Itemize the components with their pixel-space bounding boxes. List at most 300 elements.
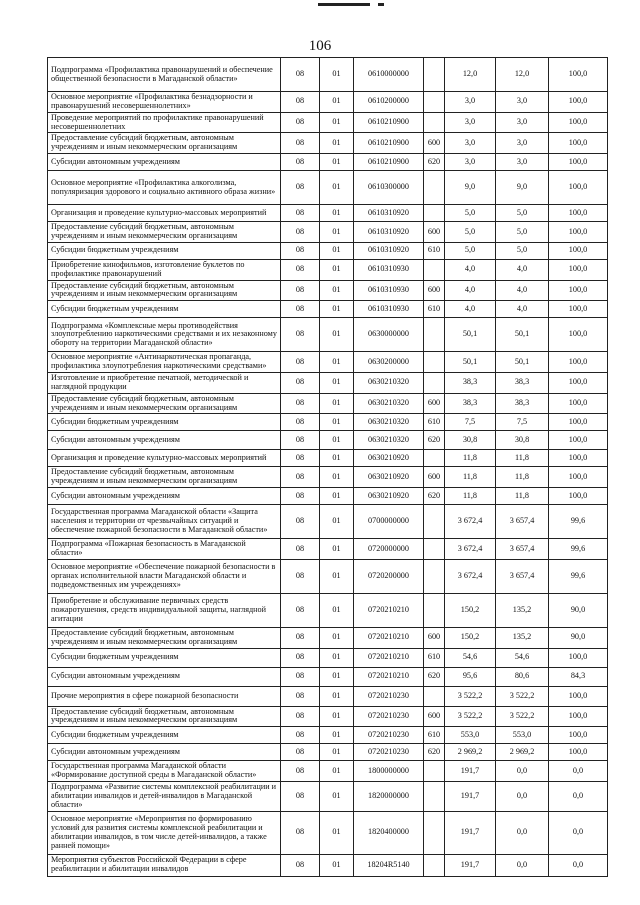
execution-percent: 100,0 (549, 222, 608, 243)
executed-amount: 4,0 (496, 301, 549, 318)
target-article-code: 18204R5140 (354, 854, 424, 876)
expense-type-code: 620 (424, 431, 445, 450)
planned-amount: 11,8 (445, 450, 496, 467)
target-article-code: 0610310920 (354, 242, 424, 259)
table-row (48, 112, 608, 133)
subsection-code: 01 (320, 505, 354, 539)
executed-amount: 11,8 (496, 488, 549, 505)
row-name: Основное мероприятие «Мероприятия по формированию условий для развития системы комплексной реабилитации и абилитации инвалидов, в том числе детей-инвалидов, а также ранней помощи» (48, 811, 281, 854)
executed-amount: 3,0 (496, 112, 549, 133)
row-name: Организация и проведение культурно-массовых мероприятий (48, 205, 281, 222)
executed-amount: 3 657,4 (496, 539, 549, 560)
execution-percent: 99,6 (549, 505, 608, 539)
target-article-code: 0630210920 (354, 467, 424, 488)
execution-percent: 100,0 (549, 450, 608, 467)
subsection-code: 01 (320, 593, 354, 627)
executed-amount: 0,0 (496, 811, 549, 854)
execution-percent: 100,0 (549, 154, 608, 171)
executed-amount: 38,3 (496, 373, 549, 394)
target-article-code: 0630000000 (354, 318, 424, 352)
execution-percent: 90,0 (549, 593, 608, 627)
row-name: Подпрограмма «Комплексные меры противодействия злоупотреблению наркотическими средствами и их незаконному обороту на территории Магаданской области» (48, 318, 281, 352)
executed-amount: 12,0 (496, 58, 549, 92)
target-article-code: 0630210920 (354, 450, 424, 467)
executed-amount: 0,0 (496, 761, 549, 782)
section-code: 08 (281, 352, 320, 373)
target-article-code: 1820400000 (354, 811, 424, 854)
row-name: Проведение мероприятий по профилактике правонарушений несовершеннолетних (48, 112, 281, 133)
execution-percent: 0,0 (549, 761, 608, 782)
section-code: 08 (281, 58, 320, 92)
subsection-code: 01 (320, 222, 354, 243)
row-name: Субсидии бюджетным учреждениям (48, 414, 281, 431)
section-code: 08 (281, 648, 320, 667)
subsection-code: 01 (320, 259, 354, 280)
executed-amount: 5,0 (496, 242, 549, 259)
expense-type-code (424, 505, 445, 539)
table-row (48, 559, 608, 593)
row-name: Предоставление субсидий бюджетным, автономным учреждениям и иным некоммерческим организациям (48, 133, 281, 154)
planned-amount: 4,0 (445, 259, 496, 280)
execution-percent: 100,0 (549, 280, 608, 301)
section-code: 08 (281, 706, 320, 727)
subsection-code: 01 (320, 301, 354, 318)
table-row (48, 205, 608, 222)
planned-amount: 30,8 (445, 431, 496, 450)
planned-amount: 5,0 (445, 205, 496, 222)
execution-percent: 100,0 (549, 686, 608, 706)
planned-amount: 3,0 (445, 133, 496, 154)
executed-amount: 3,0 (496, 154, 549, 171)
execution-percent: 100,0 (549, 112, 608, 133)
target-article-code: 0720210210 (354, 648, 424, 667)
execution-percent: 99,6 (549, 559, 608, 593)
target-article-code: 0630210920 (354, 488, 424, 505)
table-row (48, 58, 608, 92)
row-name: Основное мероприятие «Антинаркотическая пропаганда, профилактика злоупотребления наркотическими средствами» (48, 352, 281, 373)
execution-percent: 0,0 (549, 854, 608, 876)
section-code: 08 (281, 318, 320, 352)
execution-percent: 99,6 (549, 539, 608, 560)
table-row (48, 431, 608, 450)
subsection-code: 01 (320, 352, 354, 373)
planned-amount: 7,5 (445, 414, 496, 431)
subsection-code: 01 (320, 686, 354, 706)
expense-type-code (424, 92, 445, 113)
table-body (48, 58, 608, 877)
section-code: 08 (281, 744, 320, 761)
subsection-code: 01 (320, 431, 354, 450)
row-name: Государственная программа Магаданской области «Защита населения и территории от чрезвычайных ситуаций и обеспечение пожарной безопасности в Магаданской области» (48, 505, 281, 539)
planned-amount: 11,8 (445, 467, 496, 488)
section-code: 08 (281, 242, 320, 259)
table-row (48, 450, 608, 467)
target-article-code: 0610200000 (354, 92, 424, 113)
executed-amount: 3 522,2 (496, 686, 549, 706)
expense-type-code (424, 205, 445, 222)
target-article-code: 0610310920 (354, 222, 424, 243)
subsection-code: 01 (320, 744, 354, 761)
planned-amount: 191,7 (445, 761, 496, 782)
planned-amount: 3,0 (445, 92, 496, 113)
row-name: Субсидии автономным учреждениям (48, 488, 281, 505)
planned-amount: 191,7 (445, 782, 496, 812)
expense-type-code: 600 (424, 393, 445, 414)
page-number: 106 (308, 38, 332, 54)
executed-amount: 11,8 (496, 450, 549, 467)
expense-type-code (424, 373, 445, 394)
table-row (48, 761, 608, 782)
row-name: Предоставление субсидий бюджетным, автономным учреждениям и иным некоммерческим организациям (48, 393, 281, 414)
table-row (48, 811, 608, 854)
expense-type-code (424, 58, 445, 92)
target-article-code: 0610310930 (354, 259, 424, 280)
section-code: 08 (281, 782, 320, 812)
planned-amount: 3 672,4 (445, 559, 496, 593)
subsection-code: 01 (320, 488, 354, 505)
target-article-code: 0630200000 (354, 352, 424, 373)
executed-amount: 9,0 (496, 171, 549, 205)
section-code: 08 (281, 280, 320, 301)
execution-percent: 100,0 (549, 171, 608, 205)
table-row (48, 280, 608, 301)
section-code: 08 (281, 467, 320, 488)
executed-amount: 0,0 (496, 782, 549, 812)
planned-amount: 150,2 (445, 627, 496, 648)
table-row (48, 488, 608, 505)
table-row (48, 393, 608, 414)
row-name: Подпрограмма «Профилактика правонарушений и обеспечение общественной безопасности в Магаданской области» (48, 58, 281, 92)
planned-amount: 2 969,2 (445, 744, 496, 761)
execution-percent: 100,0 (549, 727, 608, 744)
execution-percent: 100,0 (549, 393, 608, 414)
execution-percent: 100,0 (549, 648, 608, 667)
execution-percent: 100,0 (549, 301, 608, 318)
table-row (48, 301, 608, 318)
expense-type-code: 610 (424, 648, 445, 667)
row-name: Приобретение и обслуживание первичных средств пожаротушения, средств индивидуальной защиты, наглядной агитации (48, 593, 281, 627)
subsection-code: 01 (320, 706, 354, 727)
expense-type-code (424, 854, 445, 876)
subsection-code: 01 (320, 854, 354, 876)
table-row (48, 373, 608, 394)
section-code: 08 (281, 373, 320, 394)
planned-amount: 191,7 (445, 854, 496, 876)
target-article-code: 0720000000 (354, 539, 424, 560)
execution-percent: 100,0 (549, 373, 608, 394)
row-name: Подпрограмма «Пожарная безопасность в Магаданской области» (48, 539, 281, 560)
target-article-code: 0720210230 (354, 686, 424, 706)
expense-type-code (424, 318, 445, 352)
row-name: Предоставление субсидий бюджетным, автономным учреждениям и иным некоммерческим организациям (48, 627, 281, 648)
expense-type-code (424, 811, 445, 854)
subsection-code: 01 (320, 559, 354, 593)
expense-type-code: 600 (424, 133, 445, 154)
subsection-code: 01 (320, 171, 354, 205)
planned-amount: 3 522,2 (445, 706, 496, 727)
section-code: 08 (281, 171, 320, 205)
section-code: 08 (281, 593, 320, 627)
target-article-code: 1800000000 (354, 761, 424, 782)
execution-percent: 100,0 (549, 431, 608, 450)
target-article-code: 0720200000 (354, 559, 424, 593)
executed-amount: 553,0 (496, 727, 549, 744)
executed-amount: 135,2 (496, 627, 549, 648)
planned-amount: 11,8 (445, 488, 496, 505)
target-article-code: 0700000000 (354, 505, 424, 539)
table-row (48, 539, 608, 560)
section-code: 08 (281, 205, 320, 222)
execution-percent: 0,0 (549, 811, 608, 854)
execution-percent: 100,0 (549, 205, 608, 222)
expense-type-code: 610 (424, 414, 445, 431)
subsection-code: 01 (320, 467, 354, 488)
expense-type-code: 600 (424, 627, 445, 648)
row-name: Приобретение кинофильмов, изготовление буклетов по профилактике правонарушений (48, 259, 281, 280)
planned-amount: 553,0 (445, 727, 496, 744)
target-article-code: 0610210900 (354, 112, 424, 133)
table-row (48, 92, 608, 113)
expense-type-code (424, 593, 445, 627)
execution-percent: 90,0 (549, 627, 608, 648)
table-row (48, 727, 608, 744)
executed-amount: 2 969,2 (496, 744, 549, 761)
executed-amount: 38,3 (496, 393, 549, 414)
executed-amount: 80,6 (496, 667, 549, 686)
row-name: Государственная программа Магаданской области «Формирование доступной среды в Магаданской области» (48, 761, 281, 782)
section-code: 08 (281, 92, 320, 113)
expense-type-code: 620 (424, 744, 445, 761)
planned-amount: 3 672,4 (445, 539, 496, 560)
table-row (48, 318, 608, 352)
row-name: Организация и проведение культурно-массовых мероприятий (48, 450, 281, 467)
executed-amount: 3 657,4 (496, 505, 549, 539)
table-row (48, 467, 608, 488)
target-article-code: 0630210320 (354, 431, 424, 450)
subsection-code: 01 (320, 811, 354, 854)
expense-type-code (424, 450, 445, 467)
budget-table (47, 57, 608, 877)
planned-amount: 50,1 (445, 352, 496, 373)
table-row (48, 133, 608, 154)
row-name: Предоставление субсидий бюджетным, автономным учреждениям и иным некоммерческим организациям (48, 467, 281, 488)
planned-amount: 3 522,2 (445, 686, 496, 706)
section-code: 08 (281, 301, 320, 318)
section-code: 08 (281, 559, 320, 593)
expense-type-code: 610 (424, 301, 445, 318)
row-name: Субсидии автономным учреждениям (48, 154, 281, 171)
subsection-code: 01 (320, 133, 354, 154)
target-article-code: 0720210230 (354, 727, 424, 744)
execution-percent: 100,0 (549, 352, 608, 373)
execution-percent: 100,0 (549, 706, 608, 727)
table-row (48, 667, 608, 686)
table-row (48, 259, 608, 280)
execution-percent: 84,3 (549, 667, 608, 686)
section-code: 08 (281, 222, 320, 243)
target-article-code: 0610310930 (354, 301, 424, 318)
section-code: 08 (281, 686, 320, 706)
target-article-code: 0720210210 (354, 667, 424, 686)
target-article-code: 0610300000 (354, 171, 424, 205)
section-code: 08 (281, 667, 320, 686)
row-name: Изготовление и приобретение печатной, методической и наглядной продукции (48, 373, 281, 394)
subsection-code: 01 (320, 450, 354, 467)
row-name: Предоставление субсидий бюджетным, автономным учреждениям и иным некоммерческим организациям (48, 706, 281, 727)
execution-percent: 100,0 (549, 744, 608, 761)
executed-amount: 50,1 (496, 318, 549, 352)
target-article-code: 0720210230 (354, 706, 424, 727)
planned-amount: 38,3 (445, 393, 496, 414)
section-code: 08 (281, 505, 320, 539)
planned-amount: 54,6 (445, 648, 496, 667)
subsection-code: 01 (320, 727, 354, 744)
expense-type-code: 620 (424, 154, 445, 171)
target-article-code: 0610210900 (354, 133, 424, 154)
subsection-code: 01 (320, 782, 354, 812)
target-article-code: 0610310920 (354, 205, 424, 222)
section-code: 08 (281, 488, 320, 505)
row-name: Основное мероприятие «Обеспечение пожарной безопасности в органах исполнительной власти Магаданской области и подведомственных им учреждениях» (48, 559, 281, 593)
section-code: 08 (281, 112, 320, 133)
section-code: 08 (281, 259, 320, 280)
expense-type-code (424, 352, 445, 373)
executed-amount: 54,6 (496, 648, 549, 667)
execution-percent: 100,0 (549, 242, 608, 259)
table-row (48, 593, 608, 627)
planned-amount: 50,1 (445, 318, 496, 352)
target-article-code: 0610310930 (354, 280, 424, 301)
executed-amount: 30,8 (496, 431, 549, 450)
planned-amount: 150,2 (445, 593, 496, 627)
expense-type-code (424, 782, 445, 812)
subsection-code: 01 (320, 393, 354, 414)
table-row (48, 782, 608, 812)
row-name: Субсидии бюджетным учреждениям (48, 242, 281, 259)
target-article-code: 0720210210 (354, 627, 424, 648)
expense-type-code: 610 (424, 727, 445, 744)
execution-percent: 0,0 (549, 782, 608, 812)
subsection-code: 01 (320, 318, 354, 352)
target-article-code: 0630210320 (354, 393, 424, 414)
subsection-code: 01 (320, 627, 354, 648)
section-code: 08 (281, 539, 320, 560)
section-code: 08 (281, 393, 320, 414)
planned-amount: 4,0 (445, 301, 496, 318)
subsection-code: 01 (320, 667, 354, 686)
subsection-code: 01 (320, 242, 354, 259)
row-name: Предоставление субсидий бюджетным, автономным учреждениям и иным некоммерческим организациям (48, 222, 281, 243)
target-article-code: 1820000000 (354, 782, 424, 812)
expense-type-code: 620 (424, 667, 445, 686)
target-article-code: 0720210230 (354, 744, 424, 761)
planned-amount: 3 672,4 (445, 505, 496, 539)
table-row (48, 154, 608, 171)
planned-amount: 95,6 (445, 667, 496, 686)
target-article-code: 0720210210 (354, 593, 424, 627)
row-name: Субсидии бюджетным учреждениям (48, 648, 281, 667)
expense-type-code (424, 259, 445, 280)
planned-amount: 3,0 (445, 154, 496, 171)
section-code: 08 (281, 727, 320, 744)
row-name: Основное мероприятие «Профилактика алкоголизма, популяризация здорового и социально активного образа жизни» (48, 171, 281, 205)
planned-amount: 3,0 (445, 112, 496, 133)
table-row (48, 706, 608, 727)
expense-type-code: 620 (424, 488, 445, 505)
execution-percent: 100,0 (549, 467, 608, 488)
subsection-code: 01 (320, 58, 354, 92)
table-row (48, 414, 608, 431)
row-name: Прочие мероприятия в сфере пожарной безопасности (48, 686, 281, 706)
section-code: 08 (281, 854, 320, 876)
executed-amount: 4,0 (496, 280, 549, 301)
table-row (48, 171, 608, 205)
row-name: Субсидии автономным учреждениям (48, 667, 281, 686)
target-article-code: 0630210320 (354, 414, 424, 431)
executed-amount: 5,0 (496, 205, 549, 222)
section-code: 08 (281, 450, 320, 467)
target-article-code: 0610000000 (354, 58, 424, 92)
section-code: 08 (281, 154, 320, 171)
table-row (48, 627, 608, 648)
subsection-code: 01 (320, 112, 354, 133)
planned-amount: 5,0 (445, 222, 496, 243)
executed-amount: 50,1 (496, 352, 549, 373)
executed-amount: 5,0 (496, 222, 549, 243)
executed-amount: 7,5 (496, 414, 549, 431)
planned-amount: 4,0 (445, 280, 496, 301)
expense-type-code (424, 171, 445, 205)
table-row (48, 744, 608, 761)
section-code: 08 (281, 414, 320, 431)
row-name: Основное мероприятие «Профилактика безнадзорности и правонарушений несовершеннолетних» (48, 92, 281, 113)
row-name: Субсидии бюджетным учреждениям (48, 301, 281, 318)
planned-amount: 12,0 (445, 58, 496, 92)
execution-percent: 100,0 (549, 488, 608, 505)
row-name: Подпрограмма «Развитие системы комплексной реабилитации и абилитации инвалидов и детей-инвалидов в Магаданской области» (48, 782, 281, 812)
subsection-code: 01 (320, 92, 354, 113)
row-name: Мероприятия субъектов Российской Федерации в сфере реабилитации и абилитации инвалидов (48, 854, 281, 876)
table-row (48, 242, 608, 259)
table-row (48, 686, 608, 706)
expense-type-code: 600 (424, 222, 445, 243)
section-code: 08 (281, 431, 320, 450)
executed-amount: 3,0 (496, 92, 549, 113)
execution-percent: 100,0 (549, 414, 608, 431)
expense-type-code: 600 (424, 467, 445, 488)
subsection-code: 01 (320, 373, 354, 394)
subsection-code: 01 (320, 414, 354, 431)
subsection-code: 01 (320, 761, 354, 782)
expense-type-code (424, 761, 445, 782)
planned-amount: 5,0 (445, 242, 496, 259)
planned-amount: 191,7 (445, 811, 496, 854)
executed-amount: 0,0 (496, 854, 549, 876)
expense-type-code: 600 (424, 280, 445, 301)
scan-edge-mark (0, 0, 640, 14)
subsection-code: 01 (320, 154, 354, 171)
row-name: Субсидии бюджетным учреждениям (48, 727, 281, 744)
row-name: Предоставление субсидий бюджетным, автономным учреждениям и иным некоммерческим организациям (48, 280, 281, 301)
executed-amount: 3,0 (496, 133, 549, 154)
expense-type-code (424, 112, 445, 133)
section-code: 08 (281, 627, 320, 648)
section-code: 08 (281, 761, 320, 782)
target-article-code: 0630210320 (354, 373, 424, 394)
section-code: 08 (281, 811, 320, 854)
executed-amount: 11,8 (496, 467, 549, 488)
target-article-code: 0610210900 (354, 154, 424, 171)
